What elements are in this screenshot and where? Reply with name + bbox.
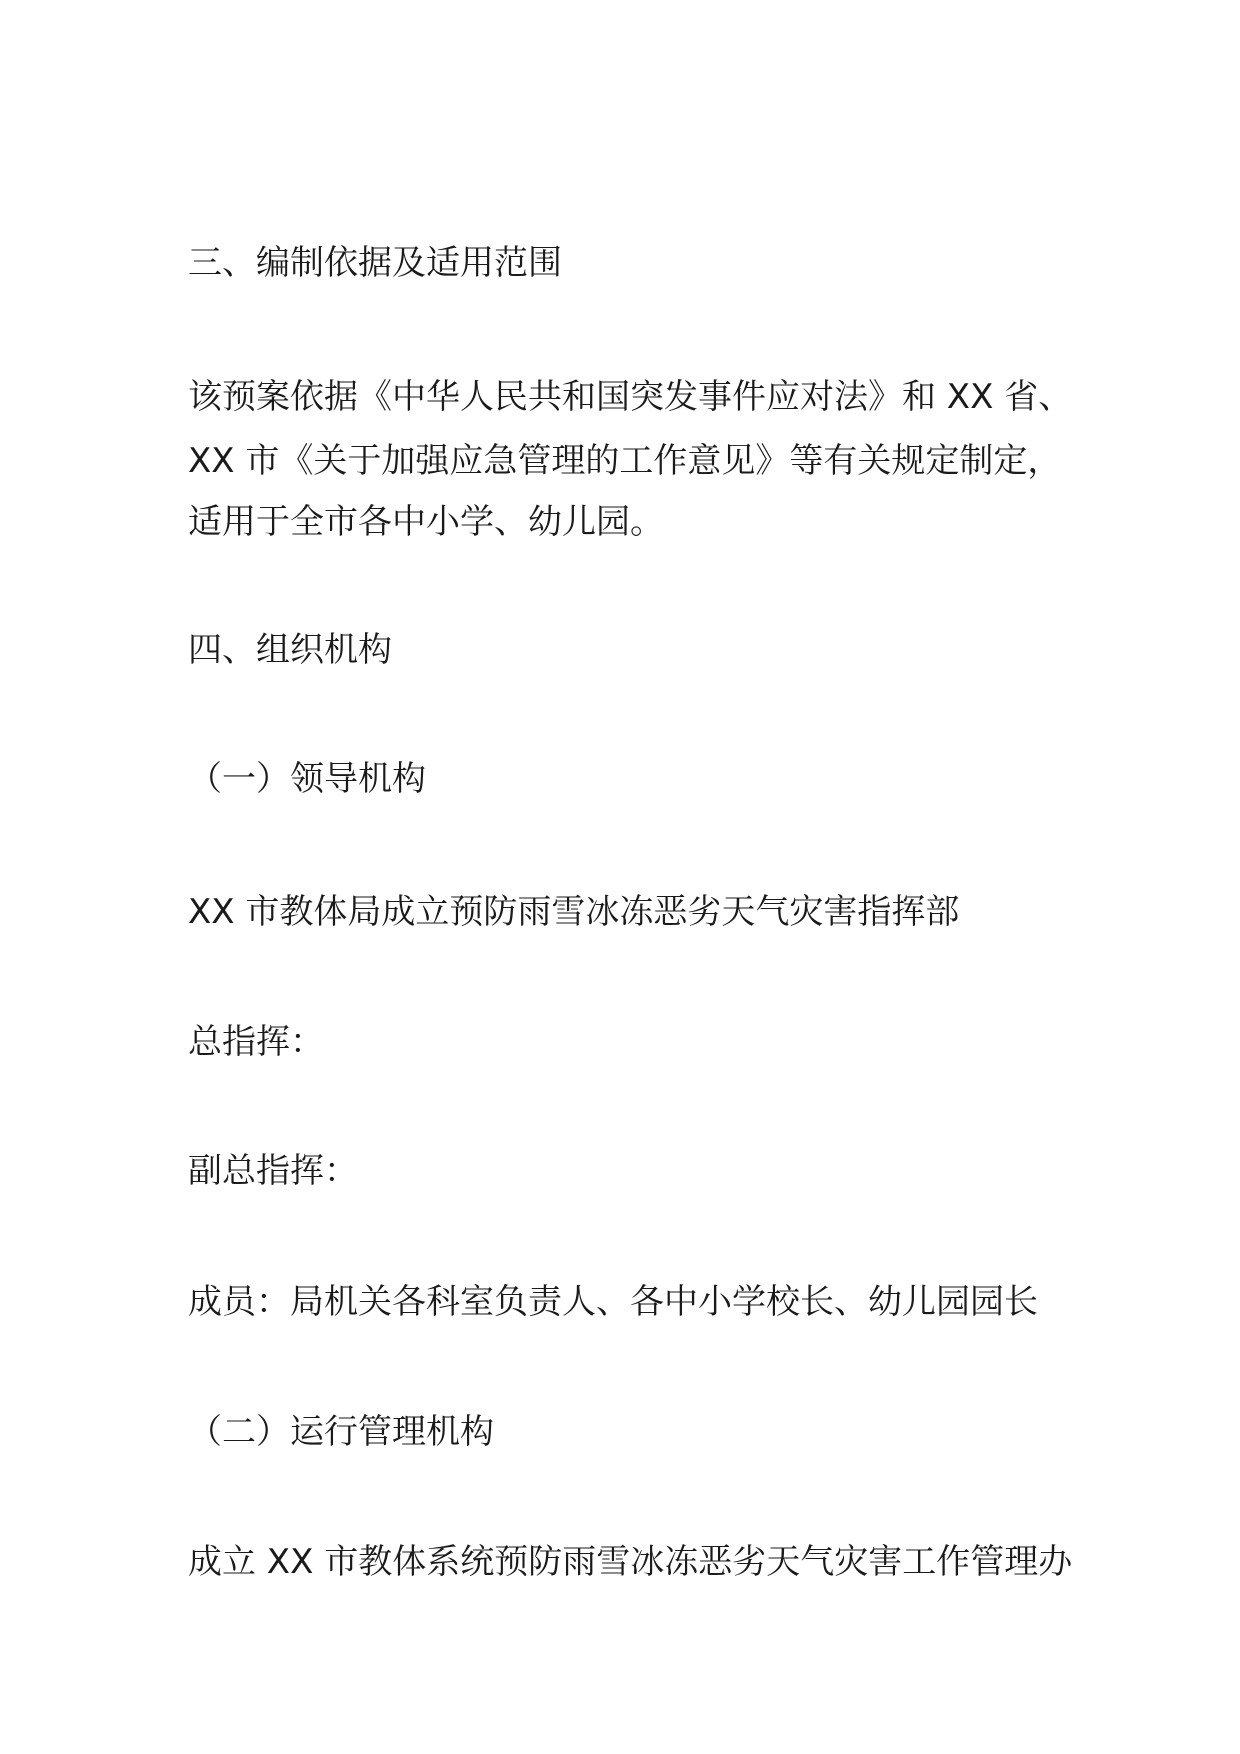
subsection-heading-operations: （二）运行管理机构: [188, 1412, 494, 1452]
management-office-line: 成立 XX 市教体系统预防雨雪冰冻恶劣天气灾害工作管理办: [188, 1542, 1073, 1582]
paragraph-line-1: 该预案依据《中华人民共和国突发事件应对法》和 XX 省、: [188, 377, 1073, 417]
subsection-heading-leadership: （一）领导机构: [188, 759, 426, 799]
members-line: 成员：局机关各科室负责人、各中小学校长、幼儿园园长: [188, 1282, 1038, 1322]
deputy-commander-label: 副总指挥：: [188, 1151, 358, 1191]
section-heading-organization: 四、组织机构: [188, 630, 392, 670]
section-heading-basis-and-scope: 三、编制依据及适用范围: [188, 243, 562, 283]
command-organization-line: XX 市教体局成立预防雨雪冰冻恶劣天气灾害指挥部: [188, 892, 960, 932]
paragraph-line-2: XX 市《关于加强应急管理的工作意见》等有关规定制定，: [188, 441, 1062, 481]
commander-label: 总指挥：: [188, 1022, 324, 1062]
paragraph-line-3: 适用于全市各中小学、幼儿园。: [188, 502, 664, 542]
